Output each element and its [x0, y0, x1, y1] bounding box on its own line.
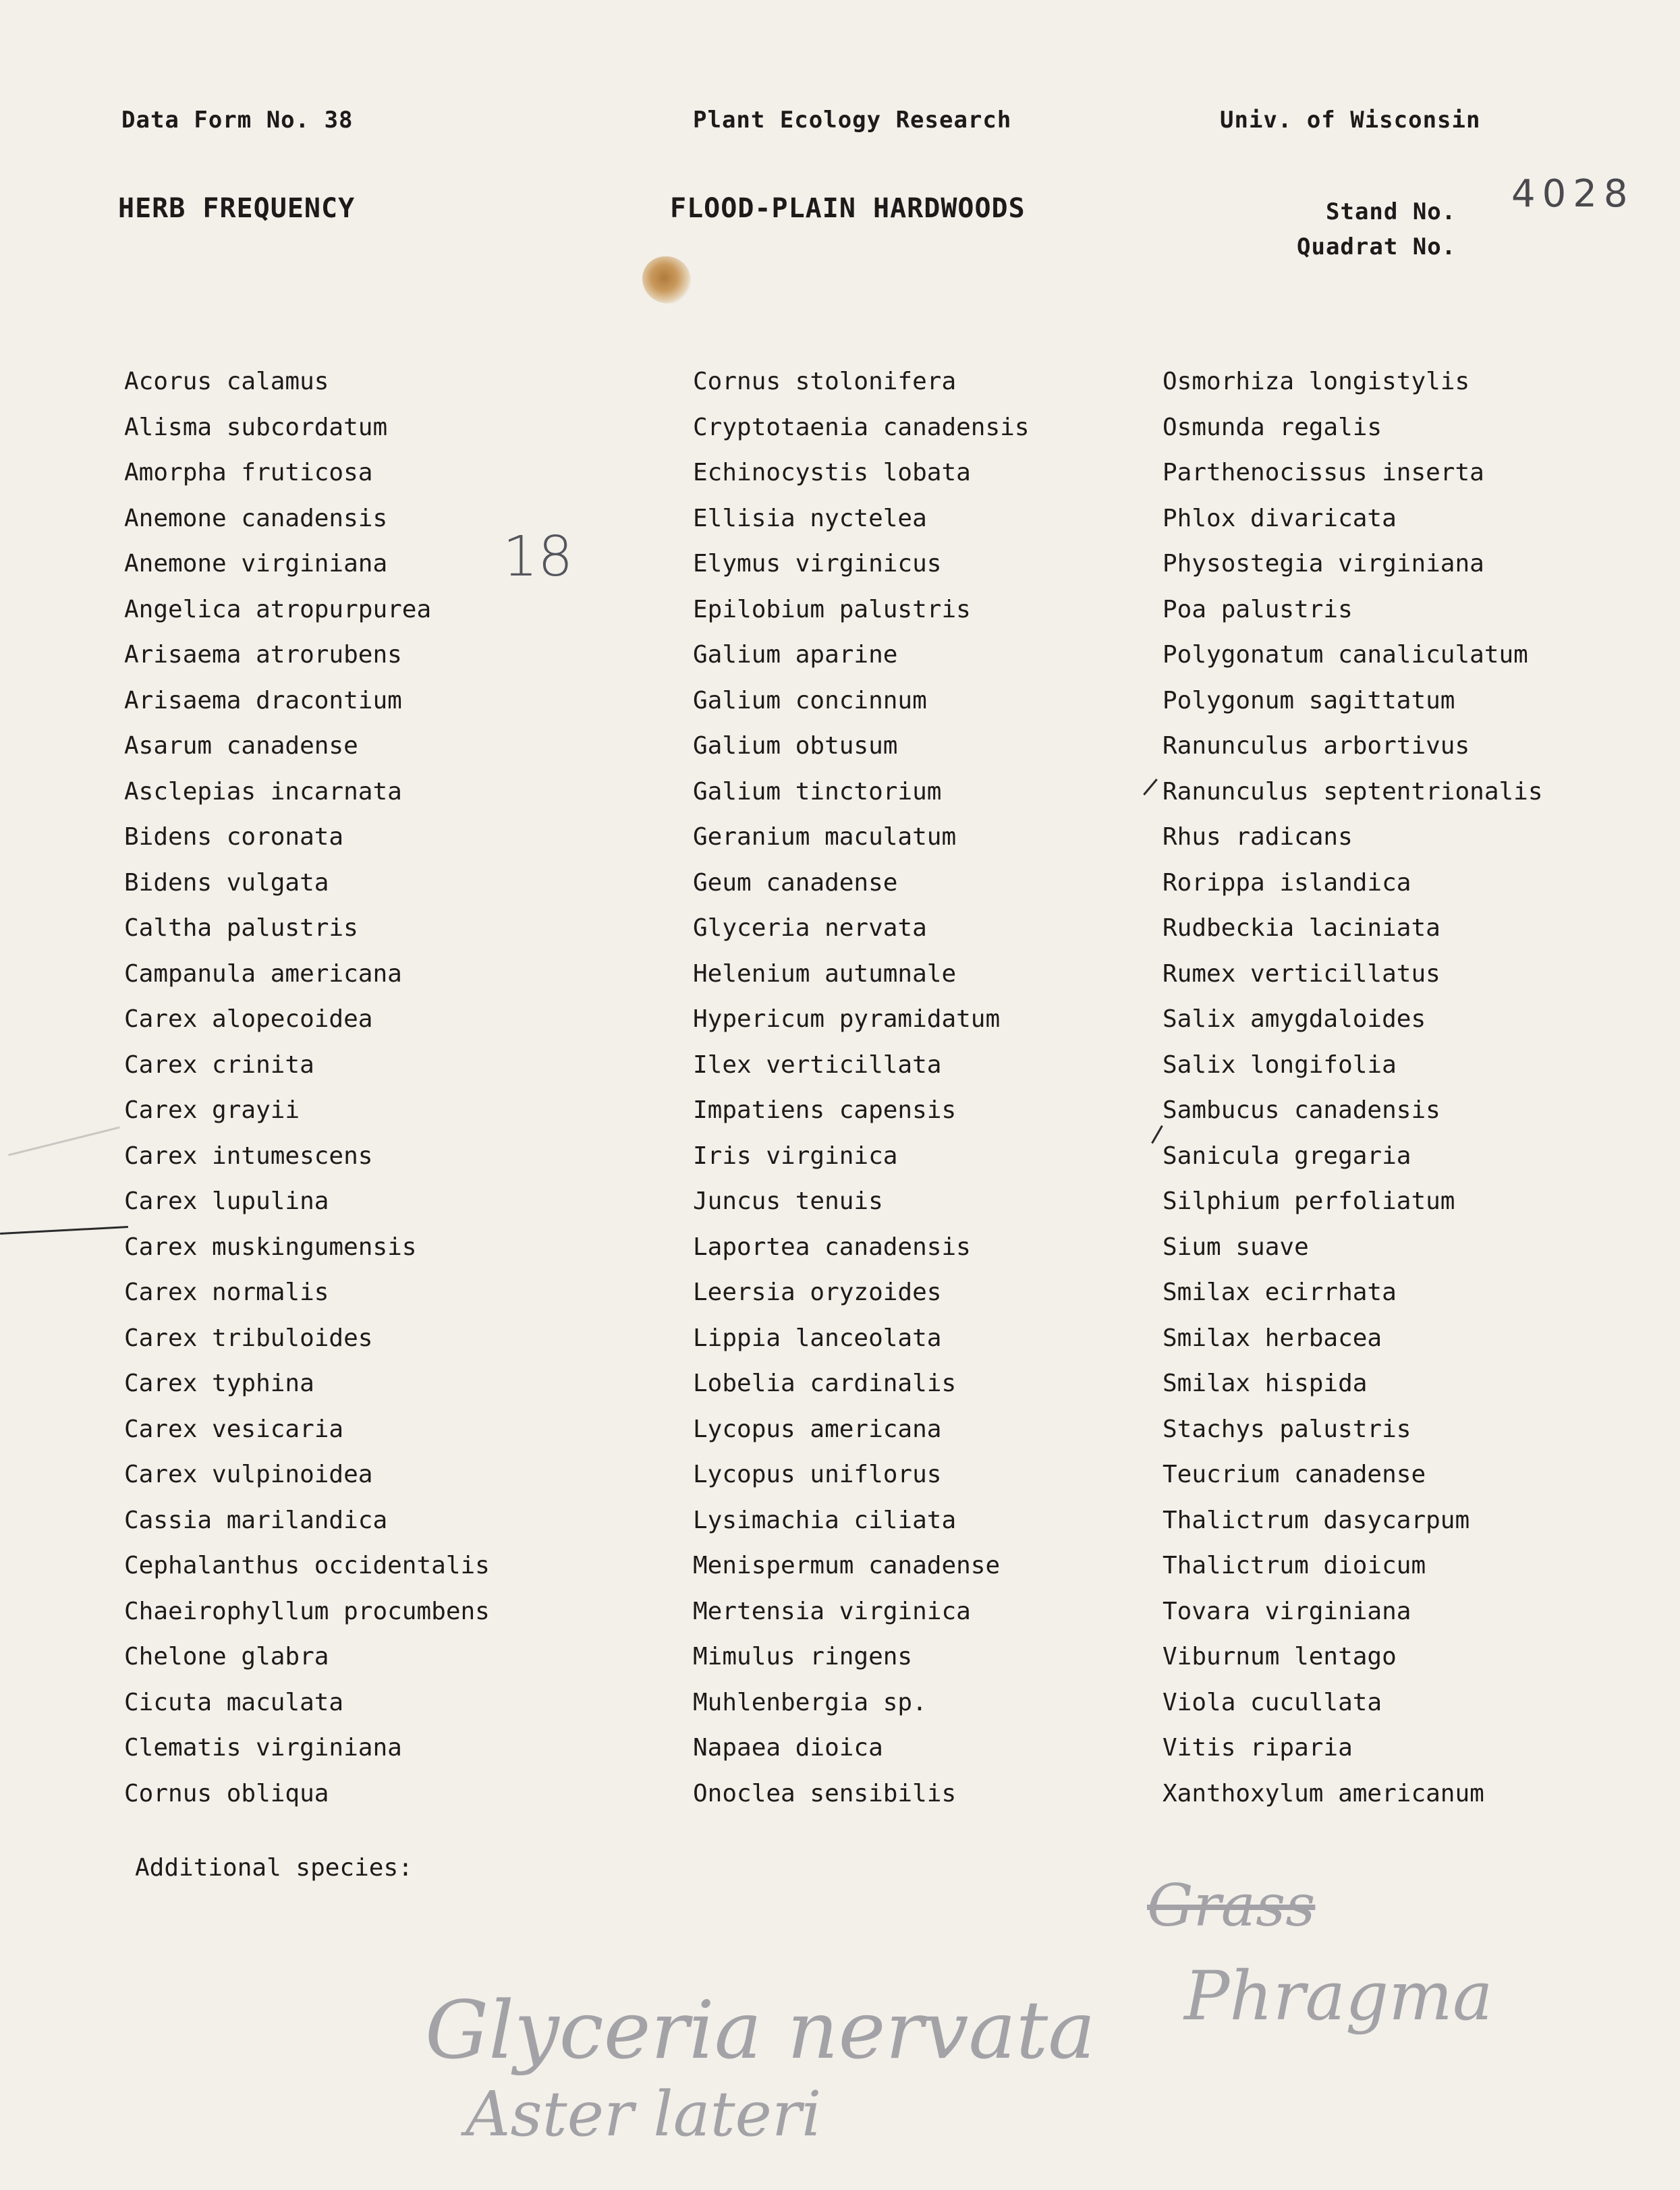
- species-item: Carex alopecoidea: [124, 1005, 373, 1033]
- species-item: Campanula americana: [124, 959, 402, 988]
- species-item: Vitis riparia: [1163, 1734, 1353, 1762]
- species-item: Anemone virginiana: [124, 550, 388, 578]
- species-item: Sanicula gregaria: [1163, 1142, 1411, 1170]
- species-item: Napaea dioica: [693, 1734, 883, 1762]
- species-column-3: [1163, 359, 1680, 1816]
- species-item: Angelica atropurpurea: [124, 595, 432, 623]
- species-item: Iris virginica: [693, 1142, 898, 1170]
- species-item: Impatiens capensis: [693, 1096, 957, 1124]
- species-item: Teucrium canadense: [1163, 1461, 1426, 1488]
- species-item: Carex vesicaria: [124, 1415, 344, 1443]
- species-item: Carex grayii: [124, 1096, 300, 1124]
- species-item: Epilobium palustris: [693, 595, 971, 623]
- tick-mark-carex-lupulina: [0, 1226, 128, 1235]
- species-item: Polygonatum canaliculatum: [1163, 641, 1528, 669]
- species-item: Cicuta maculata: [124, 1688, 344, 1716]
- species-item: Anemone canadensis: [124, 504, 388, 532]
- species-item: Lycopus americana: [693, 1415, 942, 1443]
- handwritten-margin-note: 18: [503, 525, 573, 589]
- university-name: Univ. of Wisconsin: [1220, 107, 1481, 134]
- species-list-1: [124, 359, 677, 1816]
- species-item: Alisma subcordatum: [124, 413, 388, 441]
- species-item: Phlox divaricata: [1163, 504, 1397, 532]
- species-item: Cornus obliqua: [124, 1779, 329, 1807]
- species-item: Smilax herbacea: [1163, 1324, 1382, 1352]
- species-item: Thalictrum dasycarpum: [1163, 1506, 1470, 1534]
- species-item: Carex intumescens: [124, 1142, 373, 1170]
- species-item: Mertensia virginica: [693, 1597, 971, 1625]
- species-item: Lobelia cardinalis: [693, 1370, 957, 1397]
- species-item: Parthenocissus inserta: [1163, 459, 1484, 486]
- species-item: Sambucus canadensis: [1163, 1096, 1440, 1124]
- species-item: Carex normalis: [124, 1279, 329, 1306]
- species-item: Xanthoxylum americanum: [1163, 1779, 1484, 1807]
- species-item: Galium tinctorium: [693, 777, 942, 806]
- species-item: Asarum canadense: [124, 732, 358, 760]
- species-item: Menispermum canadense: [693, 1552, 1001, 1579]
- species-item: Ellisia nyctelea: [693, 504, 927, 532]
- species-item: Asclepias incarnata: [124, 777, 402, 806]
- species-item: Tovara virginiana: [1163, 1597, 1411, 1625]
- handwritten-stand-number: 4028: [1511, 172, 1635, 216]
- species-item: Carex lupulina: [124, 1187, 329, 1215]
- species-item: Ranunculus arbortivus: [1163, 732, 1470, 760]
- species-item: Sium suave: [1163, 1233, 1309, 1261]
- species-item: Silphium perfoliatum: [1163, 1187, 1455, 1215]
- species-column-1: [124, 359, 677, 1816]
- species-item: Cornus stolonifera: [693, 368, 957, 395]
- species-item: Hypericum pyramidatum: [693, 1005, 1001, 1033]
- species-item: Mimulus ringens: [693, 1643, 913, 1670]
- species-item: Leersia oryzoides: [693, 1279, 942, 1306]
- species-item: Bidens vulgata: [124, 868, 329, 897]
- pencil-note-grass-crossed: Grass: [1147, 1872, 1316, 1940]
- species-item: Geranium maculatum: [693, 823, 957, 851]
- species-item: Cephalanthus occidentalis: [124, 1552, 490, 1579]
- species-item: Chaeirophyllum procumbens: [124, 1597, 490, 1625]
- species-item: Echinocystis lobata: [693, 459, 971, 486]
- species-item: Thalictrum dioicum: [1163, 1552, 1426, 1579]
- species-item: Viburnum lentago: [1163, 1643, 1397, 1670]
- species-item: Rudbeckia laciniata: [1163, 914, 1440, 942]
- species-item: Rhus radicans: [1163, 823, 1353, 851]
- species-item: Elymus virginicus: [693, 550, 942, 578]
- quadrat-number-label: Quadrat No.: [1297, 233, 1457, 260]
- species-item: Cassia marilandica: [124, 1506, 388, 1534]
- species-item: Laportea canadensis: [693, 1233, 971, 1261]
- species-list-3: [1163, 359, 1680, 1816]
- species-item: Lippia lanceolata: [693, 1324, 942, 1352]
- species-item: Muhlenbergia sp.: [693, 1688, 927, 1716]
- species-item: Chelone glabra: [124, 1643, 329, 1670]
- species-item: Carex vulpinoidea: [124, 1461, 373, 1488]
- additional-species-label: Additional species:: [135, 1854, 413, 1882]
- species-item: Ranunculus septentrionalis: [1163, 777, 1543, 806]
- species-item: Galium concinnum: [693, 686, 927, 714]
- species-item: Osmunda regalis: [1163, 413, 1382, 441]
- species-item: Amorpha fruticosa: [124, 459, 373, 486]
- species-item: Lysimachia ciliata: [693, 1506, 957, 1534]
- species-item: Caltha palustris: [124, 914, 358, 942]
- species-item: Stachys palustris: [1163, 1415, 1411, 1443]
- species-item: Arisaema dracontium: [124, 686, 402, 714]
- organization-name: Plant Ecology Research: [693, 107, 1012, 134]
- species-item: Helenium autumnale: [693, 959, 957, 988]
- species-item: Salix longifolia: [1163, 1050, 1397, 1079]
- species-item: Smilax hispida: [1163, 1370, 1368, 1397]
- species-item: Viola cucullata: [1163, 1688, 1382, 1716]
- section-title: HERB FREQUENCY: [118, 193, 356, 224]
- species-item: Acorus calamus: [124, 368, 329, 395]
- species-item: Carex muskingumensis: [124, 1233, 417, 1261]
- species-item: Carex tribuloides: [124, 1324, 373, 1352]
- pencil-note-aster: Aster lateri: [466, 2078, 822, 2150]
- species-item: Juncus tenuis: [693, 1187, 883, 1215]
- species-item: Galium aparine: [693, 641, 898, 669]
- species-item: Smilax ecirrhata: [1163, 1279, 1397, 1306]
- pencil-note-glyceria: Glyceria nervata: [425, 1984, 1096, 2077]
- stand-number-label: Stand No.: [1326, 198, 1457, 225]
- form-number: Data Form No. 38: [121, 107, 354, 134]
- species-item: Ilex verticillata: [693, 1050, 942, 1079]
- species-item: Carex typhina: [124, 1370, 314, 1397]
- species-item: Clematis virginiana: [124, 1734, 402, 1762]
- species-item: Bidens coronata: [124, 823, 344, 851]
- species-item: Lycopus uniflorus: [693, 1461, 942, 1488]
- pencil-note-phragma: Phragma: [1184, 1957, 1493, 2035]
- species-item: Polygonum sagittatum: [1163, 686, 1455, 714]
- species-item: Physostegia virginiana: [1163, 550, 1484, 578]
- species-item: Rorippa islandica: [1163, 868, 1411, 897]
- species-item: Cryptotaenia canadensis: [693, 413, 1030, 441]
- species-item: Geum canadense: [693, 868, 898, 897]
- species-item: Glyceria nervata: [693, 914, 927, 942]
- tick-mark-carex-grayii: [8, 1126, 120, 1156]
- community-title: FLOOD-PLAIN HARDWOODS: [670, 193, 1026, 224]
- species-item: Salix amygdaloides: [1163, 1005, 1426, 1033]
- species-item: Poa palustris: [1163, 595, 1353, 623]
- species-item: Arisaema atrorubens: [124, 641, 402, 669]
- species-item: Galium obtusum: [693, 732, 898, 760]
- species-item: Osmorhiza longistylis: [1163, 368, 1470, 395]
- paper-stain: [642, 256, 691, 304]
- species-item: Carex crinita: [124, 1050, 314, 1079]
- species-item: Onoclea sensibilis: [693, 1779, 957, 1807]
- species-item: Rumex verticillatus: [1163, 959, 1440, 988]
